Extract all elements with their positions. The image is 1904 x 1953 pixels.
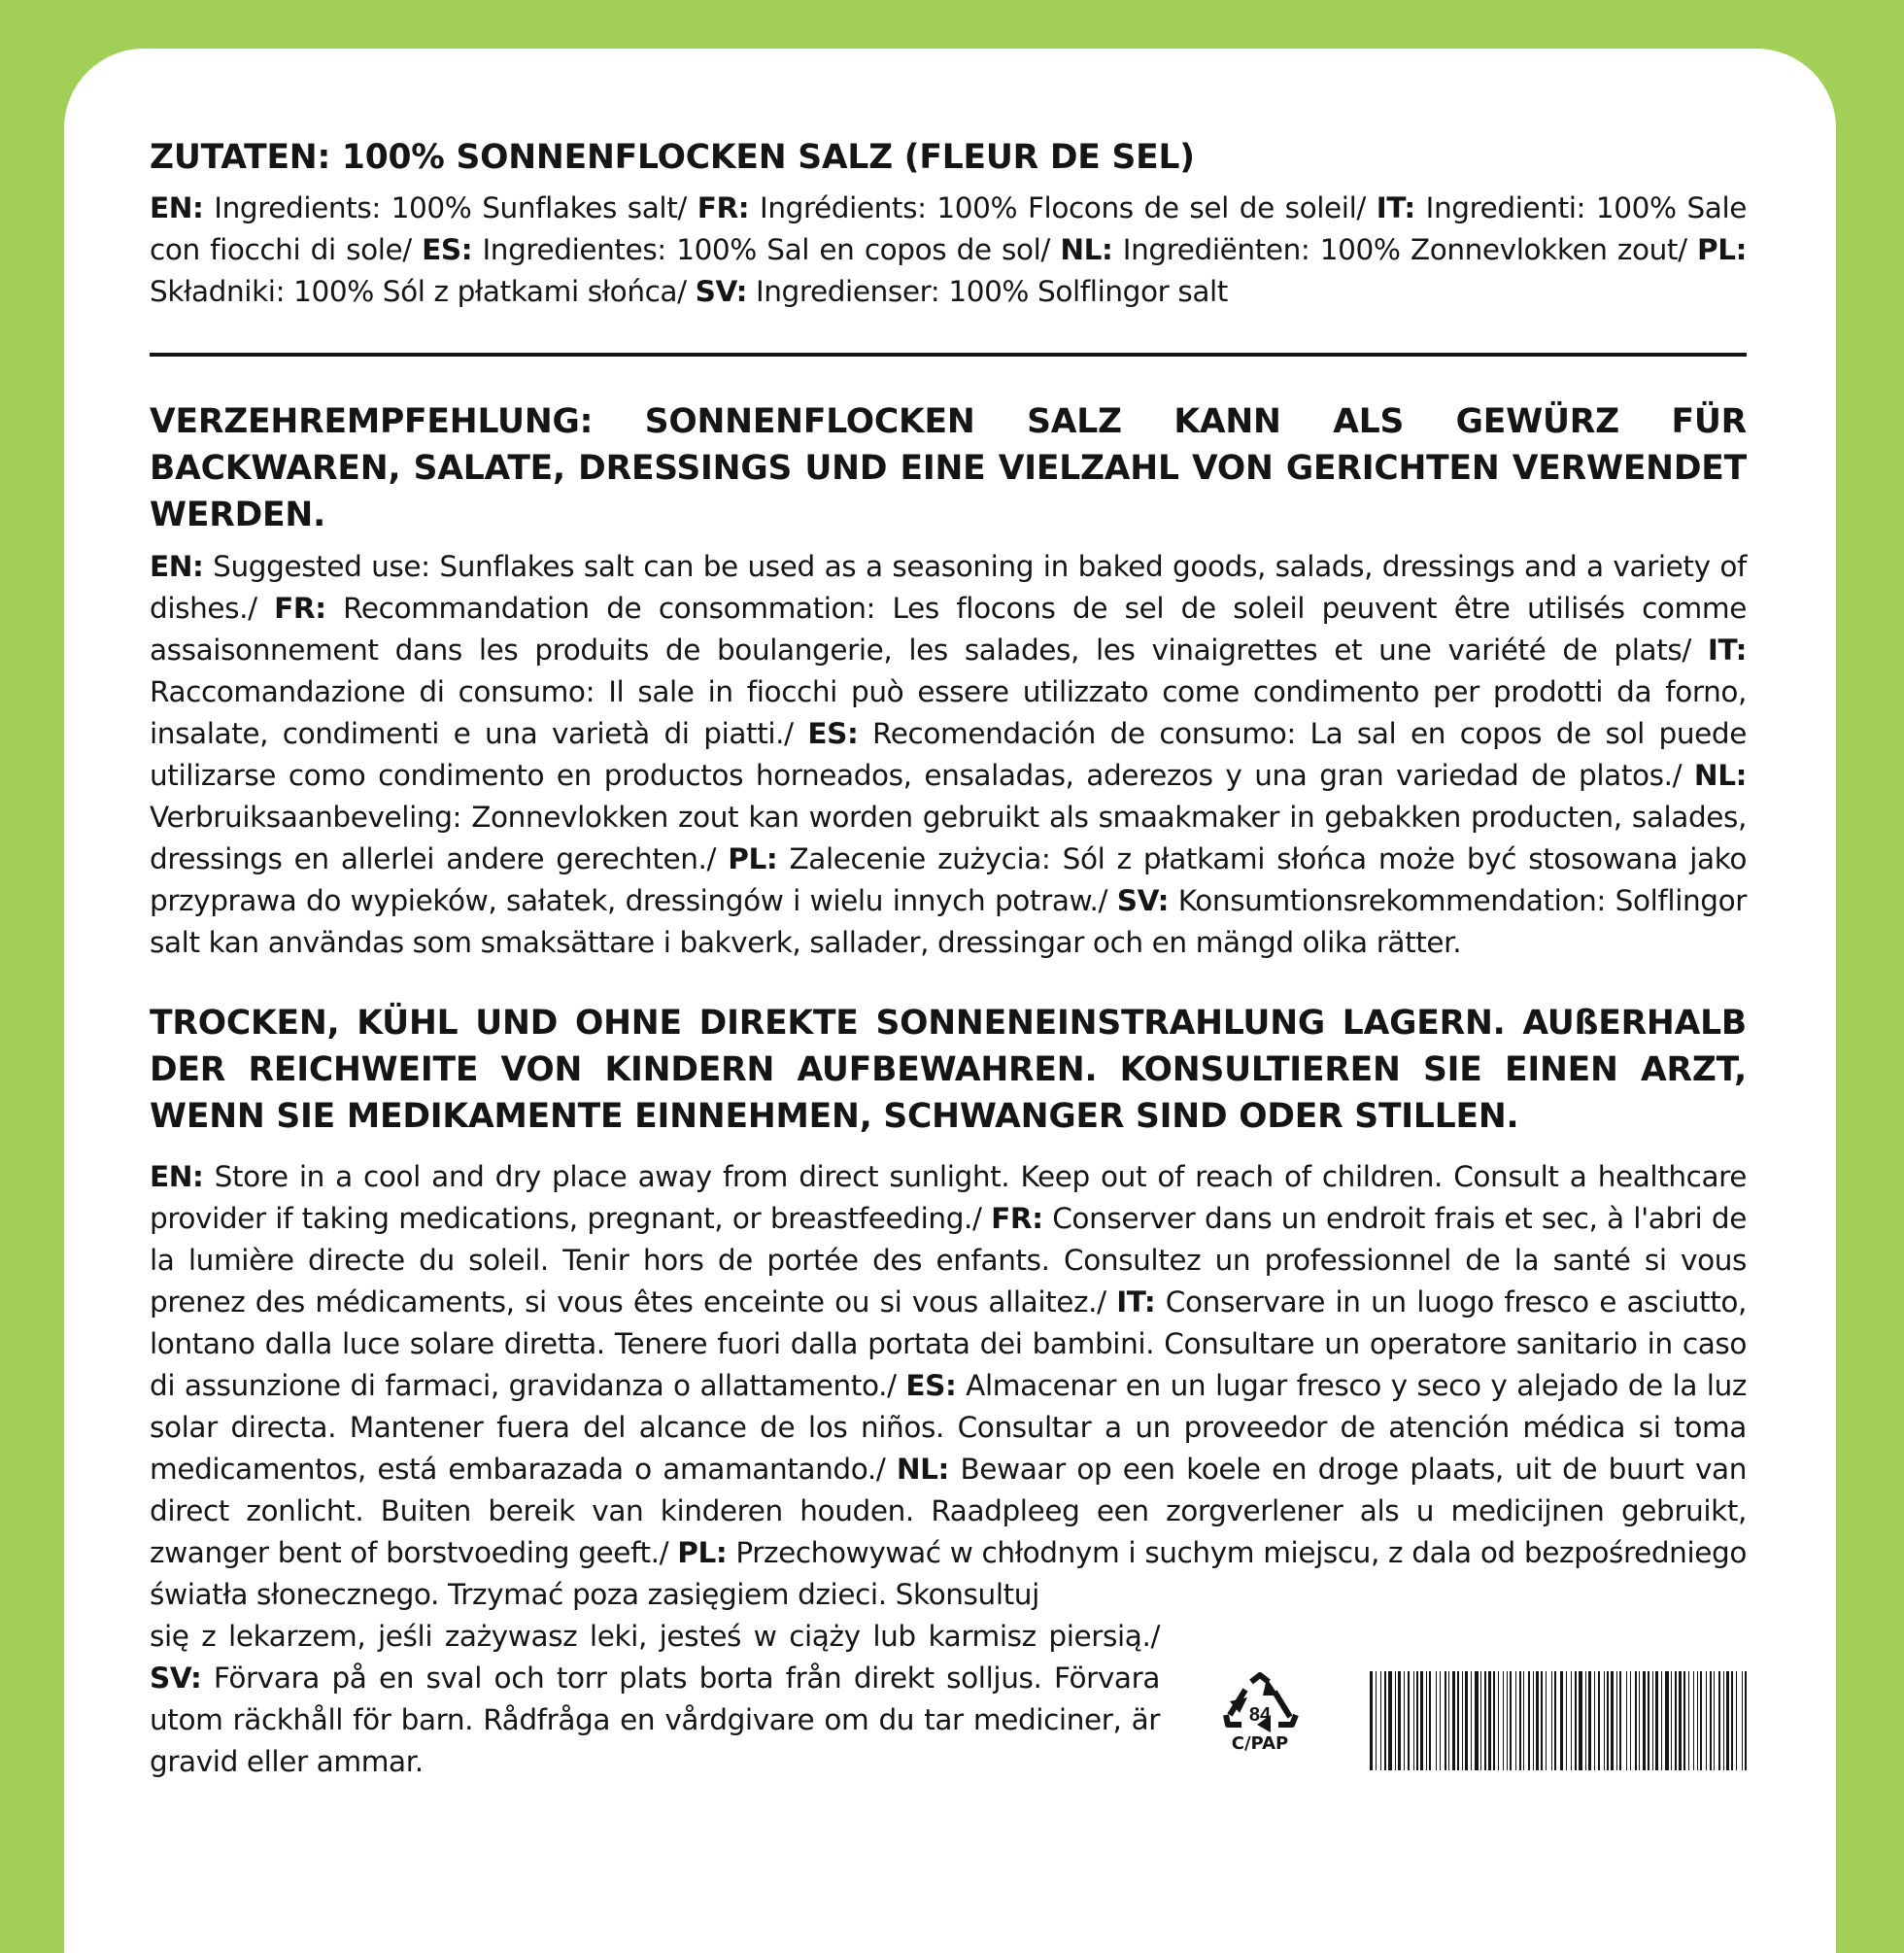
recycling-mark	[1216, 1672, 1304, 1754]
storage-tail-items	[150, 1662, 1160, 1778]
barcode-bar	[1445, 1671, 1446, 1770]
barcode-bar	[1475, 1671, 1479, 1770]
barcode-bar	[1566, 1671, 1567, 1770]
translation-text: Ingrediënten: 100% Zonnevlokken zout/	[1112, 233, 1697, 266]
language-code: PL:	[677, 1536, 728, 1569]
barcode-bar	[1675, 1671, 1677, 1770]
barcode-bar	[1452, 1671, 1455, 1770]
barcode-bar	[1503, 1671, 1504, 1770]
language-code: IT:	[1707, 634, 1747, 667]
language-code: IT:	[1376, 191, 1415, 224]
barcode-bar	[1416, 1671, 1418, 1770]
barcode-bar	[1507, 1671, 1508, 1770]
barcode-bar	[1630, 1671, 1631, 1770]
translation-text: Ingredienti: 100% Sale con fiocchi di sole/	[150, 191, 1747, 266]
storage-translations-end	[150, 1616, 1160, 1783]
barcode-bar	[1700, 1671, 1702, 1770]
language-code: EN:	[150, 1160, 204, 1193]
barcode-bar	[1726, 1671, 1729, 1770]
barcode-bar	[1541, 1671, 1543, 1770]
language-code: FR:	[697, 191, 750, 224]
barcode-bar	[1706, 1671, 1707, 1770]
translation-text: Ingredients: 100% Sunflakes salt/	[203, 191, 697, 224]
barcode-bar	[1420, 1671, 1423, 1770]
ingredients-translations	[150, 188, 1747, 313]
recycle-number: 84	[1248, 1704, 1272, 1726]
barcode-bar	[1480, 1671, 1481, 1770]
translation-text: Konsumtionsrekommendation: Solflingor salt kan användas som smaksättare i bakverk, sallader, dressingar och en mängd olika rätter.	[150, 884, 1747, 959]
usage-heading: VERZEHREMPFEHLUNG: SONNENFLOCKEN SALZ KANN ALS GEWÜRZ FÜR BACKWAREN, SALATE, DRESSINGS UND EINE VIELZAHL VON GERICHTEN VERWENDET WERDEN.	[150, 402, 1747, 534]
language-code: NL:	[896, 1453, 949, 1486]
barcode-bar	[1395, 1671, 1396, 1770]
language-code: NL:	[1060, 233, 1113, 266]
barcode-bar	[1440, 1671, 1441, 1770]
language-code: ES:	[807, 717, 859, 750]
barcode-bar	[1404, 1671, 1405, 1770]
barcode-bar	[1643, 1671, 1646, 1770]
barcode-bar	[1723, 1671, 1724, 1770]
barcode-bar	[1465, 1671, 1468, 1770]
barcode-bar	[1679, 1671, 1682, 1770]
translation-text: Almacenar en un lugar fresco y seco y alejado de la luz solar directa. Mantener fuera del alcance de los niños. Consultar a un proveedor de atención médica si toma medicamentos, está embarazada o amamantando./	[150, 1369, 1747, 1486]
language-code: SV:	[150, 1662, 202, 1695]
barcode-bar	[1493, 1671, 1495, 1770]
barcode-bar	[1652, 1671, 1653, 1770]
barcode-bar	[1616, 1671, 1617, 1770]
translation-text: Conserver dans un endroit frais et sec, à l'abri de la lumière directe du soleil. Tenir hors de portée des enfants. Consultez un professionnel de la santé si vous prenez des médicaments, si vous êtes enceinte ou si vous allaitez./	[150, 1202, 1747, 1319]
language-code: NL:	[1693, 759, 1747, 792]
translation-text: Składniki: 100% Sól z płatkami słońca/	[150, 275, 696, 308]
barcode-bar	[1671, 1671, 1672, 1770]
barcode-bar	[1745, 1671, 1747, 1770]
barcode-bar	[1639, 1671, 1640, 1770]
barcode-bar	[1604, 1671, 1605, 1770]
translation-text: Store in a cool and dry place away from direct sunlight. Keep out of reach of children. Consult a healthcare provider if taking medications, pregnant, or breastfeeding./	[150, 1160, 1747, 1235]
recycle-code: C/PAP	[1231, 1733, 1289, 1754]
barcode-bar	[1718, 1671, 1720, 1770]
barcode-bar	[1457, 1671, 1459, 1770]
language-code: ES:	[905, 1369, 957, 1402]
barcode-bar	[1693, 1671, 1694, 1770]
translation-text: Conservare in un luogo fresco e asciutto, lontano dalla luce solare diretta. Tenere fuori dalla portata dei bambini. Consultare un operatore sanitario in caso di assunzione di farmaci, gravidanza o allattamento./	[150, 1285, 1747, 1402]
barcode-bar	[1498, 1671, 1499, 1770]
language-code: FR:	[274, 592, 326, 625]
barcode-bar	[1571, 1671, 1572, 1770]
barcode-bar	[1560, 1671, 1563, 1770]
barcode-bar	[1736, 1671, 1737, 1770]
translation-text: Ingredientes: 100% Sal en copos de sol/	[472, 233, 1061, 266]
language-code: EN:	[150, 191, 204, 224]
barcode-bar	[1413, 1671, 1414, 1770]
barcode-bar	[1665, 1671, 1669, 1770]
barcode-bar	[1370, 1671, 1373, 1770]
translation-text: Ingredienser: 100% Solflingor salt	[746, 275, 1228, 308]
storage-warning-heading: TROCKEN, KÜHL UND OHNE DIREKTE SONNENEINSTRAHLUNG LAGERN. AUßERHALB DER REICHWEITE VON KINDERN AUFBEWAHREN. KONSULTIEREN SIE EINEN ARZT, WENN SIE MEDIKAMENTE EINNEHMEN, SCHWANGER SIND ODER STILLEN.	[150, 1004, 1747, 1136]
barcode-bar	[1585, 1671, 1586, 1770]
translation-text: Zalecenie zużycia: Sól z płatkami słońca może być stosowana jako przyprawa do wypieków, sałatek, dressingów i wielu innych potraw./	[150, 842, 1747, 917]
barcode-bar	[1714, 1671, 1715, 1770]
barcode-bar	[1688, 1671, 1689, 1770]
barcode-bar	[1536, 1671, 1539, 1770]
barcode-bar	[1426, 1671, 1427, 1770]
barcode-bar	[1462, 1671, 1463, 1770]
barcode-bar	[1380, 1671, 1381, 1770]
barcode-bar	[1448, 1671, 1449, 1770]
translation-text: Raccomandazione di consumo: Il sale in fiocchi può essere utilizzato come condimento per prodotti da forno, insalate, condimenti e una varietà di piatti./	[150, 675, 1747, 750]
translation-text: Verbruiksaanbeveling: Zonnevlokken zout kan worden gebruikt als smaakmaker in gebakken producten, salades, dressings en allerlei andere gerechten./	[150, 801, 1747, 875]
barcode-bar	[1484, 1671, 1486, 1770]
barcode-bar	[1731, 1671, 1733, 1770]
barcode-bar	[1554, 1671, 1556, 1770]
storage-translations	[150, 1156, 1747, 1616]
barcode-bar	[1710, 1671, 1712, 1770]
language-code: IT:	[1116, 1285, 1156, 1319]
barcode-bar	[1546, 1671, 1547, 1770]
ingredients-heading: ZUTATEN: 100% SONNENFLOCKEN SALZ (FLEUR DE SEL)	[150, 138, 1195, 177]
barcode-bar	[1594, 1671, 1595, 1770]
barcode-icon	[1370, 1671, 1749, 1770]
language-code: PL:	[728, 842, 778, 875]
barcode-bar	[1384, 1671, 1386, 1770]
barcode-bar	[1551, 1671, 1552, 1770]
usage-translations	[150, 546, 1747, 964]
language-code: PL:	[1696, 233, 1747, 266]
barcode-bar	[1588, 1671, 1591, 1770]
recycle-icon	[1218, 1672, 1302, 1736]
language-code: SV:	[1116, 884, 1170, 917]
barcode-bar	[1436, 1671, 1437, 1770]
language-code: ES:	[422, 233, 473, 266]
translation-text: Ingrédients: 100% Flocons de sel de soleil/	[749, 191, 1377, 224]
language-code: SV:	[695, 275, 747, 308]
language-code: EN:	[150, 550, 204, 583]
barcode-bar	[1579, 1671, 1582, 1770]
translation-text: Bewaar op een koele en droge plaats, uit de buurt van direct zonlicht. Buiten bereik van kinderen houden. Raadpleeg een zorgverlener als u medicijnen gebruikt, zwanger bent of borstvoeding geeft./	[150, 1453, 1747, 1569]
barcode-bar	[1488, 1671, 1491, 1770]
barcode-bar	[1683, 1671, 1685, 1770]
language-code: FR:	[991, 1202, 1043, 1235]
barcode-bar	[1429, 1671, 1431, 1770]
barcode-bar	[1533, 1671, 1534, 1770]
barcode-bar	[1648, 1671, 1649, 1770]
barcode-bar	[1408, 1671, 1410, 1770]
barcode-bar	[1510, 1671, 1512, 1770]
barcode-bar	[1519, 1671, 1521, 1770]
barcode-bar	[1376, 1671, 1377, 1770]
barcode-bar	[1471, 1671, 1472, 1770]
translation-text: Suggested use: Sunflakes salt can be used as a seasoning in baked goods, salads, dressings and a variety of dishes./	[150, 550, 1747, 625]
barcode-bar	[1598, 1671, 1600, 1770]
barcode-bar	[1635, 1671, 1637, 1770]
barcode-bar	[1575, 1671, 1577, 1770]
barcode-bar	[1661, 1671, 1662, 1770]
translation-text: Przechowywać w chłodnym i suchym miejscu, z dala od bezpośredniego światła słonecznego. Trzymać poza zasięgiem dzieci. Skonsultuj	[150, 1536, 1747, 1611]
barcode-bar	[1515, 1671, 1516, 1770]
translation-text: Recommandation de consommation: Les flocons de sel de soleil peuvent être utilisés comme assaisonnement dans les produits de boulangerie, les salades, les vinaigrettes et une variété de plats/	[150, 592, 1747, 667]
section-divider	[150, 353, 1747, 357]
barcode-bar	[1388, 1671, 1392, 1770]
barcode-bar	[1626, 1671, 1627, 1770]
footer-row	[150, 1616, 1747, 1791]
storage-tail-text: się z lekarzem, jeśli zażywasz leki, jesteś w ciąży lub karmisz piersią./	[150, 1620, 1160, 1653]
barcode-bar	[1742, 1671, 1743, 1770]
barcode-bar	[1611, 1671, 1614, 1770]
translation-text: Förvara på en sval och torr plats borta från direkt solljus. Förvara utom räckhåll för barn. Rådfråga en vårdgivare om du tar mediciner, är gravid eller ammar.	[150, 1662, 1160, 1778]
barcode-bar	[1619, 1671, 1621, 1770]
barcode-bar	[1607, 1671, 1609, 1770]
label-content	[150, 134, 1747, 1791]
barcode-bar	[1523, 1671, 1524, 1770]
barcode-bar	[1528, 1671, 1530, 1770]
barcode-bar	[1398, 1671, 1401, 1770]
translation-text: Recomendación de consumo: La sal en copos de sol puede utilizarse como condimento en productos horneados, ensaladas, aderezos y una gran variedad de platos./	[150, 717, 1748, 792]
barcode-bar	[1697, 1671, 1698, 1770]
barcode-bar	[1655, 1671, 1658, 1770]
